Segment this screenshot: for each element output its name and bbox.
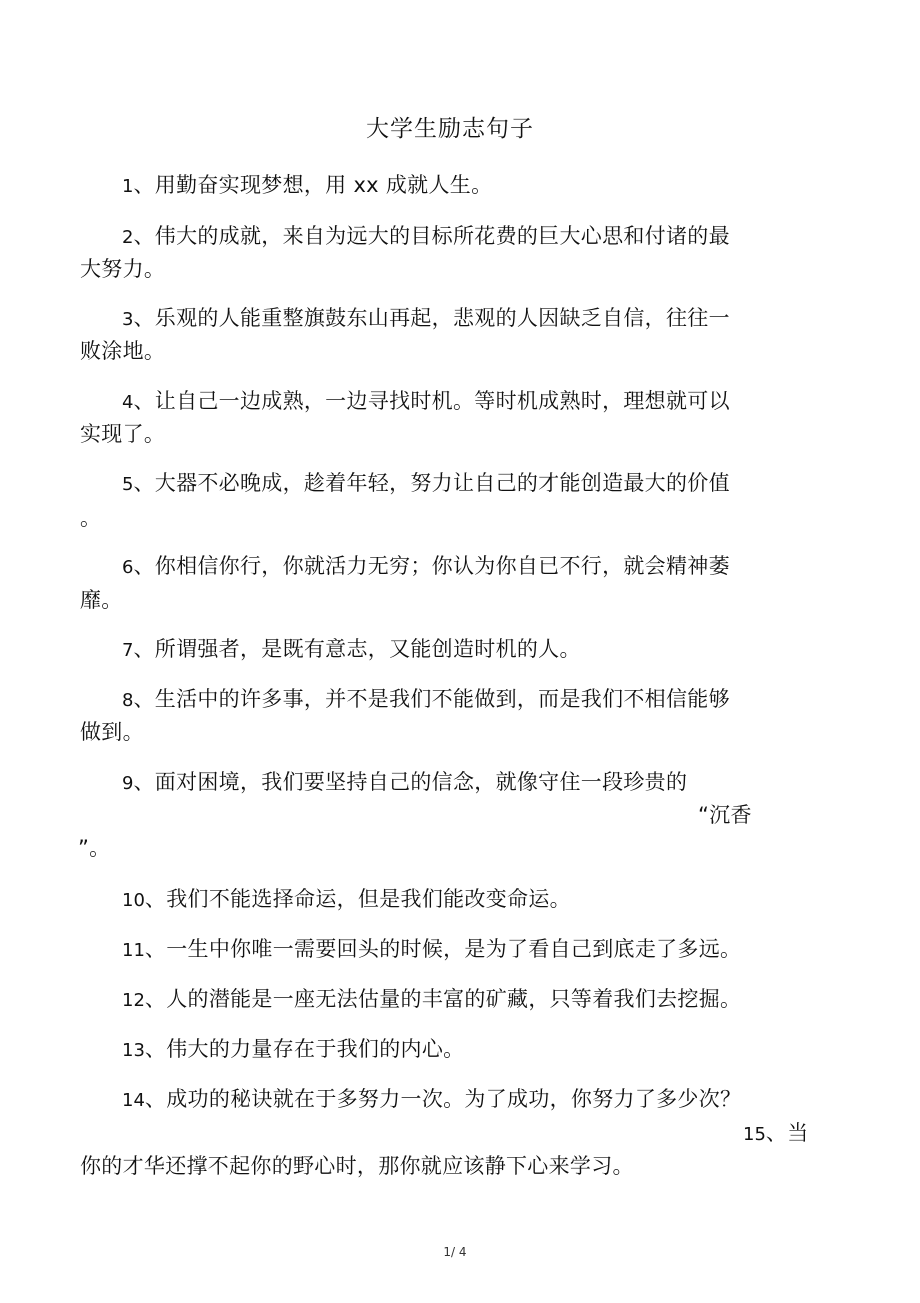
item-separator: 、 [144, 1037, 167, 1061]
list-item [122, 1034, 464, 1066]
item-text: 伟大的力量存在于我们的内心。 [166, 1037, 465, 1061]
item-text-continuation: 实现了。 [80, 422, 166, 446]
page-number: 1/ 4 [443, 1245, 467, 1259]
item-separator: 、 [765, 1121, 788, 1145]
item-number: 4 [122, 392, 134, 413]
item-separator: 、 [133, 173, 155, 197]
item-text: 所谓强者，是既有意志，又能创造时机的人。 [154, 637, 581, 661]
item-text-continuation: “沉香 [698, 803, 752, 827]
item-separator: 、 [144, 987, 167, 1011]
item-number: 15 [743, 1124, 766, 1145]
item-number: 12 [122, 990, 145, 1011]
item-number: 10 [122, 890, 145, 911]
item-text-continuation: 大努力。 [80, 257, 166, 281]
list-item [122, 303, 730, 335]
item-text: 我们不能选择命运，但是我们能改变命运。 [166, 887, 571, 911]
list-item [122, 984, 741, 1016]
list-item [122, 551, 730, 583]
item-text: 一生中你唯一需要回头的时候，是为了看自己到底走了多远。 [166, 937, 742, 961]
list-item [122, 386, 730, 418]
item-separator: 、 [133, 687, 155, 711]
item-separator: 、 [144, 887, 167, 911]
item-text-continuation: 败涂地。 [80, 339, 166, 363]
item-text: 当 [787, 1121, 809, 1145]
item-text-continuation: ”。 [78, 836, 111, 860]
item-text: 让自己一边成熟，一边寻找时机。等时机成熟时，理想就可以 [154, 389, 730, 413]
list-item [122, 468, 730, 500]
list-item [122, 1084, 741, 1116]
item-separator: 、 [133, 637, 155, 661]
list-item [122, 767, 687, 799]
list-item [122, 221, 730, 253]
item-text: 人的潜能是一座无法估量的丰富的矿藏，只等着我们去挖掘。 [166, 987, 742, 1011]
page-title: 大学生励志句子 [366, 116, 534, 142]
item-separator: 、 [133, 224, 155, 248]
item-separator: 、 [133, 770, 155, 794]
item-number: 14 [122, 1090, 145, 1111]
item-separator: 、 [133, 471, 155, 495]
list-item [743, 1118, 809, 1150]
list-item [122, 684, 730, 716]
item-text: 面对困境，我们要坚持自己的信念，就像守住一段珍贵的 [154, 770, 688, 794]
item-number: 7 [122, 640, 134, 661]
item-number: 9 [122, 773, 134, 794]
item-number: 2 [122, 227, 134, 248]
item-separator: 、 [144, 937, 167, 961]
item-text-continuation: 你的才华还撑不起你的野心时，那你就应该静下心来学习。 [80, 1154, 634, 1178]
item-number: 5 [122, 474, 134, 495]
item-number: 3 [122, 309, 134, 330]
list-item [122, 170, 492, 202]
item-separator: 、 [133, 306, 155, 330]
item-separator: 、 [144, 1087, 167, 1111]
item-separator: 、 [133, 554, 155, 578]
item-number: 6 [122, 557, 134, 578]
list-item [122, 934, 741, 966]
item-text-continuation: 做到。 [80, 720, 144, 744]
item-text-continuation: 。 [80, 506, 102, 530]
item-text: 你相信你行，你就活力无穷；你认为你自已不行，就会精神萎 [154, 554, 730, 578]
list-item [122, 884, 571, 916]
item-text: 生活中的许多事，并不是我们不能做到，而是我们不相信能够 [154, 687, 730, 711]
item-text-continuation: 靡。 [80, 588, 123, 612]
list-item [122, 634, 581, 666]
item-text: 大器不必晚成，趁着年轻，努力让自己的才能创造最大的价值 [154, 471, 730, 495]
item-text: 成功的秘诀就在于多努力一次。为了成功，你努力了多少次？ [166, 1087, 742, 1111]
item-number: 8 [122, 690, 134, 711]
item-number: 1 [122, 176, 134, 197]
item-text: 用勤奋实现梦想，用 xx 成就人生。 [154, 173, 493, 197]
item-separator: 、 [133, 389, 155, 413]
item-text: 伟大的成就，来自为远大的目标所花费的巨大心思和付诸的最 [154, 224, 730, 248]
item-text: 乐观的人能重整旗鼓东山再起，悲观的人因缺乏自信，往往一 [154, 306, 730, 330]
item-number: 11 [122, 940, 145, 961]
item-number: 13 [122, 1040, 145, 1061]
